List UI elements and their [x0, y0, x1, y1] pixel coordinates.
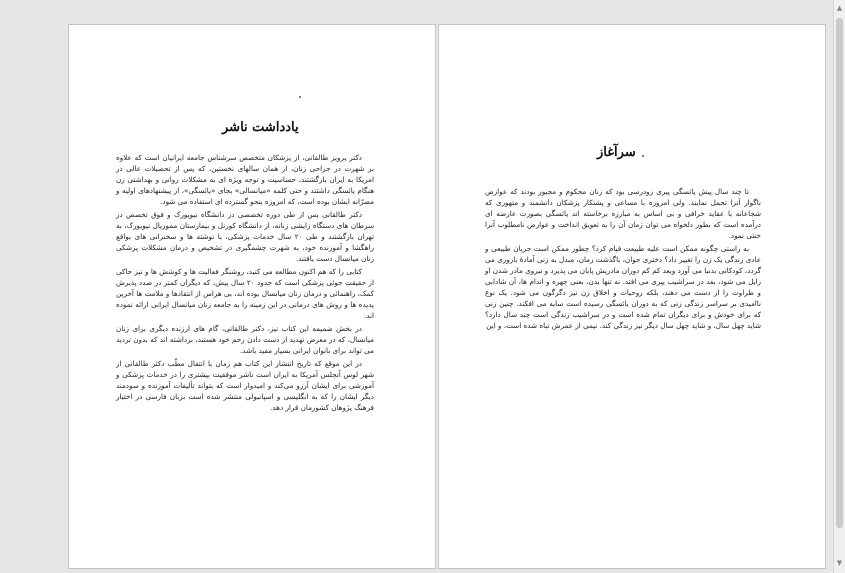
preface-title: سرآغاز — [597, 145, 636, 160]
publisher-note-body — [116, 152, 374, 415]
paragraph: تا چند سال پیش یائسگی پیری زودرسی بود که زنان محکوم و مجبور بودند که عوارض ناگوار آنرا تحمل نمایند. ولی امروزه با مساعی و پشتکار پزشکان دانشمند و متهوری که شجاعانه با عقاید خرافی و بی اساس به مبارزه برخاسته اند یائسگی بصورت عارضه ای درآمده است که بطور دلخواه می توان زمان آن را به تعویق انداخت و عوارض نامطلوب آنرا خنثی نمود. — [485, 187, 761, 240]
paragraph: در این موقع که تاریخ انتشار این کتاب هم زمان با انتقال مطّب دکتر طالقانی از شهر لوس آنجلس آمریکا به ایران است ناشر موفقیت بیشتری را در خدمات پزشکی و آموزشی برای ایشان آرزو می‌کند و امیدوار است که بتواند تألیفات آموزنده و سودمند دیگر ایشان را که به انگلیسی و اسپانیولی منتشر شده است بزبان فارسی در اختیار فرهنگ پژوهان کشورمان قرار دهد. — [116, 359, 374, 412]
scroll-down-icon[interactable]: ▼ — [836, 559, 843, 567]
paragraph: دکتر پرویز طالقانی، از پزشکان متخصص سرشناس جامعه ایرانیان است که علاوه بر شهرت در جراحی زنان، از همان سالهای نخستین، که پس از تحصیلات عالی در امریکا به ایران بازگشتند، حساسیت و توجه ویژه ای به مشکلات روانی و بهداشتی زن هنگام یائسگی داشتند و حتی کلمه «میانسالی» بجای «یائسگی»، از پیشنهادهای اولیه و مصرّانه ایشان بوده است، که امروزه بنحو گسترده ای استفاده می شود. — [116, 153, 374, 206]
paragraph: در بخش ضمیمه این کتاب نیز، دکتر طالقانی، گام های ارزنده دیگری برای زنان میانسال، که در معرض تهدید از دست دادن رحم خود هستند، برداشته اند که بدون تردید می تواند برای بانوان ایرانی بسیار مفید باشد. — [116, 324, 374, 355]
paragraph: کتابی را که هم اکنون مطالعه می کنید، روشنگر فعالیت ها و کوشش ها و نیز حاکی از حقیقت جوئی پزشکی است که حدود ۲۰ سال پیش، که دیگران کمتر در صدد پذیرش کمک، راهنمائی و درمان زنان میانسال بوده اند، بی هراس از انتقادها و ملامت ها آخرین پدیده ها و روش های درمانی در این زمینه را به جامعه زنان میانسال ایرانی ارائه نموده اند. — [116, 267, 374, 320]
paragraph: به راستی چگونه ممکن است علیه طبیعت قیام کرد؟ چطور ممکن است جریان طبیعی و عادی زندگی یک زن را تغییر داد؟ دختری جوان، باگذشت زمان، مبدل به زنی آمادهٔ باروری می گردد، کودکانی بدنیا می آورد وبعد کم کم دوران مادریش پایان می پذیرد و نیروی مادر شدن او زایل می شود، بعد در سراشیب پیری می افتد. نه تنها بدن، بعنی چهره و اندام ها، آن شادابی و طراوت را از دست می دهند، بلکه روحیات و اخلاق زن نیز دگرگون می شود. یک نوع ناامیدی بر سراسر زندگی زنی که به دوران یائسگی رسیده است سایه می افکند. چنین زنی که برای خودش و برای دیگران تمام شده است و در سراشیب زندگی است چند سال دارد؟ شاید چهل سال، و شاید چهل سال دیگر نیز زندگی کند. نیمی از عمرش تباه شده است، و این — [485, 244, 761, 330]
scan-speck — [642, 155, 644, 157]
scan-speck — [299, 96, 301, 98]
preface-body — [485, 186, 761, 333]
publisher-note-title: یادداشت ناشر — [222, 120, 299, 135]
paragraph: دکتر طالقانی پس از طی دوره تخصصی در دانشگاه نیویورک و فوق تخصص در سرطان های دستگاه زایشی زنانه، از دانشگاه کورنل و بیمارستان مموریال نیویورک، به تهران بازگشتند و طی ۲۰ سال خدمات پزشکی، با نوشته ها و سخنرانی های بواقع راهگشا و آموزنده خود، به شهرت چشمگیری در تشخیص و درمان مشکلات پزشکی زنان میانسال دست یافتند. — [116, 210, 374, 263]
scroll-up-icon[interactable]: ▲ — [836, 4, 843, 12]
vertical-scrollbar[interactable] — [833, 0, 845, 573]
scrollbar-thumb[interactable] — [836, 18, 843, 528]
